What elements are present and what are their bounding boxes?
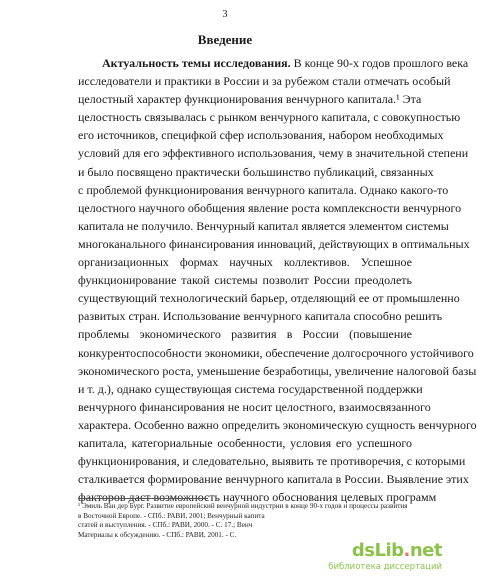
- body-text: [78, 54, 477, 506]
- text-line: и было посвящено практически большинство публикаций, связанных: [78, 164, 434, 179]
- text-line: сталкивается формирование венчурного капитала в России. Выявление этих: [78, 472, 469, 487]
- footnote-line: статей и выступления. - СПб.: РАВИ, 2000. - С. 17.; Венч: [78, 521, 253, 530]
- text-line: функционирования, и следовательно, выявить те противоречия, с которыми: [78, 454, 466, 469]
- text-line: целостность связывалась с рынком венчурного капитала, с совокупностью: [78, 110, 461, 125]
- lead-bold: Актуальность темы исследования.: [102, 56, 291, 70]
- text-line: целостного научного обобщения явление роста комплексности венчурного: [78, 200, 462, 215]
- watermark-wordmark: [352, 540, 442, 560]
- text-line: конкурентоспособности экономики, обеспечение долгосрочного устойчивого: [78, 345, 474, 360]
- text-line: капитала не получило. Венчурный капитал является элементом системы: [78, 218, 449, 233]
- text-line: капитала, категориальные особенности, условия его успешного: [78, 435, 412, 450]
- text-line: факторов даст возможность научного обоснования целевых программ: [78, 490, 437, 505]
- page-number: 3: [222, 9, 228, 20]
- text-line: экономического роста, уменьшение безработицы, увеличение налоговой базы: [78, 363, 477, 378]
- text-line: функционирование такой системы позволит России преодолеть: [78, 273, 412, 288]
- watermark-tagline: библиотека диссертаций: [328, 562, 442, 572]
- text-line: исследователи и практики в России и за рубежом стали отмечать особый: [78, 74, 451, 89]
- text-line-content: В конце 90-х годов прошлого века: [290, 56, 469, 70]
- text-line: с проблемой функционирования венчурного капитала. Однако какого-то: [78, 182, 449, 197]
- footnote-line: Материалы к обсуждению. - СПб.: РАВИ, 2001. - С.: [78, 530, 237, 539]
- watermark-tld: net: [409, 540, 442, 561]
- text-line: существующий технологический барьер, отделяющий ее от промышленно: [78, 291, 460, 306]
- watermark-name: dsLib: [351, 540, 404, 561]
- dslib-watermark-logo: [330, 538, 442, 576]
- text-line: целостный характер функционирования венчурного капитала.¹ Эта: [78, 92, 422, 107]
- text-line: его источников, специфкой сфер использования, набором необходимых: [78, 128, 444, 143]
- text-line: многоканального финансирования инноваций, действующих в оптимальных: [78, 236, 470, 251]
- text-line: проблемы экономического развития в России (повышение: [78, 327, 412, 342]
- footnotes: [78, 502, 414, 540]
- text-line: развитых стран. Использование венчурного капитала способно решить: [78, 309, 443, 324]
- section-heading: Введение: [197, 32, 253, 47]
- footnote-line: в Восточной Европе. - СПб.: РАВИ, 2001; Венчурный капита: [78, 511, 265, 520]
- text-line: организационных формах научных коллективов. Успешное: [78, 255, 412, 270]
- watermark-dot: .: [403, 540, 410, 561]
- footnote-divider: [78, 498, 208, 499]
- text-line: венчурного финансирования не носит целостного, взаимосвязанного: [78, 399, 431, 414]
- text-line: и т. д.), однако существующая система государственной поддержки: [78, 381, 423, 396]
- text-line: условий для его эффективного использования, чему в значительной степени: [78, 146, 469, 161]
- footnote-line: ¹ Эмиль Ван дер Бург. Развитие европейский венчурной индустрии в конце 90-х годов и процессы развития: [78, 502, 408, 510]
- text-line: [78, 54, 469, 72]
- text-line: характера. Особенно важно определить экономическую сущность венчурного: [78, 417, 477, 432]
